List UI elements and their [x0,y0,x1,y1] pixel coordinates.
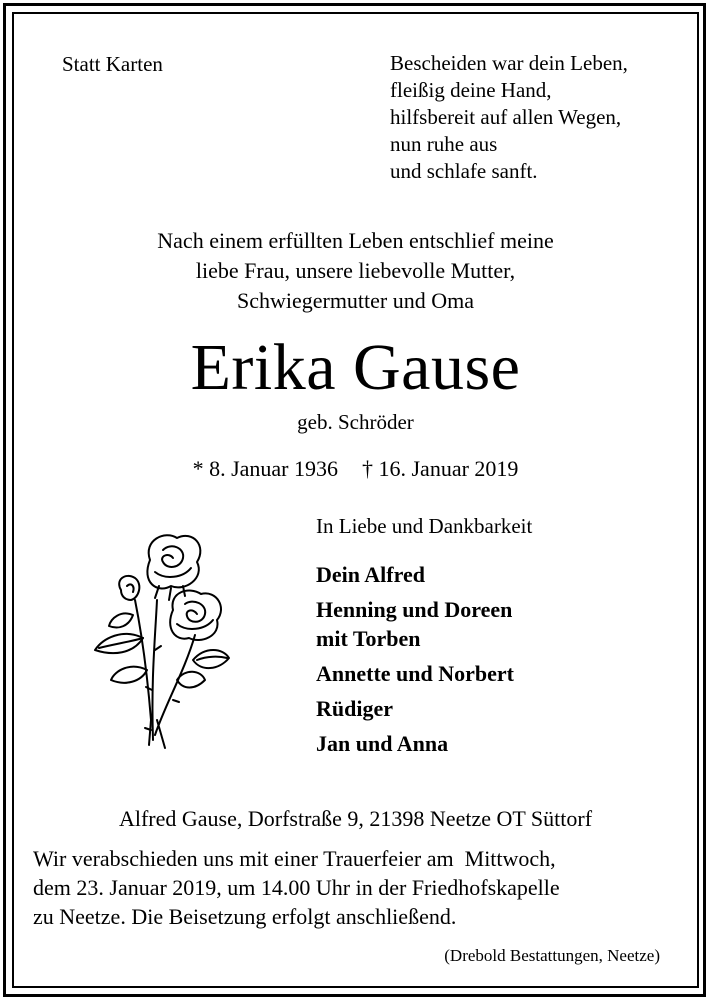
mourner-entry [316,560,514,589]
ceremony-line: zu Neetze. Die Beisetzung erfolgt anschließend. [33,904,457,929]
statt-karten: Statt Karten [62,52,163,76]
mourner-entry [316,659,514,688]
intro-line: liebe Frau, unsere liebevolle Mutter, [195,258,516,283]
mourner-entry [316,595,514,653]
poem-line: und schlafe sanft. [390,159,538,183]
poem-line: hilfsbereit auf allen Wegen, [390,105,622,129]
intro-text [0,226,711,316]
poem-line: Bescheiden war dein Leben, [390,51,628,75]
mourner-name: mit Torben [316,626,421,651]
life-dates [0,456,711,482]
ceremony-line: dem 23. Januar 2019, um 14.00 Uhr in der Friedhofskapelle [33,875,560,900]
death-date: † 16. Januar 2019 [362,456,519,481]
poem-line: fleißig deine Hand, [390,78,552,102]
ceremony-line: Wir verabschieden uns mit einer Trauerfeier am Mittwoch, [33,846,556,871]
birth-date: * 8. Januar 1936 [192,456,338,481]
family-address: Alfred Gause, Dorfstraße 9, 21398 Neetze OT Süttorf [118,806,593,831]
mourner-entry [316,729,514,758]
deceased-name: Erika Gause [190,331,521,404]
intro-line: Schwiegermutter und Oma [236,288,475,313]
mourner-name: Jan und Anna [316,731,449,756]
mourner-name: Dein Alfred [316,562,425,587]
maiden-name: geb. Schröder [297,410,414,434]
intro-line: Nach einem erfüllten Leben entschlief meine [157,228,554,253]
ceremony-notice [33,844,560,931]
poem [390,50,628,185]
mourner-entry [316,694,514,723]
mourner-name: Annette und Norbert [316,661,514,686]
mourners-intro: In Liebe und Dankbarkeit [316,514,533,538]
mourner-name: Henning und Doreen [316,597,513,622]
poem-line: nun ruhe aus [390,132,498,156]
mourners-list [316,560,514,764]
rose-icon [85,520,235,770]
funeral-home: (Drebold Bestattungen, Neetze) [444,946,660,965]
mourner-name: Rüdiger [316,696,393,721]
